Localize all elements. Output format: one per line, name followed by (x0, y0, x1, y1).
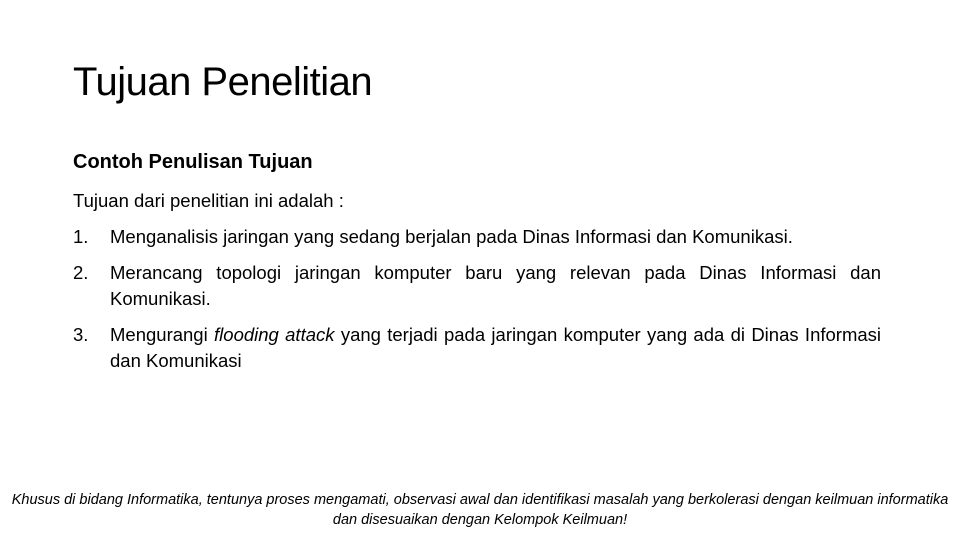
objectives-list (73, 224, 881, 384)
objective-item-1 (73, 224, 881, 250)
intro-text: Tujuan dari penelitian ini adalah : (73, 190, 344, 211)
objective-emphasis: flooding attack (214, 324, 335, 345)
objective-text-after: yang terjadi pada jaringan komputer yang ada di Dinas Informasi dan Komunikasi (110, 324, 882, 371)
objective-item-2 (73, 260, 881, 312)
objective-text: Mengurangi (110, 324, 215, 345)
objective-number: 2. (73, 262, 89, 283)
objective-text: Menganalisis jaringan yang sedang berjalan pada Dinas Informasi dan Komunikasi. (110, 226, 793, 247)
section-subtitle: Contoh Penulisan Tujuan (73, 151, 313, 173)
slide-title: Tujuan Penelitian (73, 60, 373, 104)
footnote: Khusus di bidang Informatika, tentunya proses mengamati, observasi awal dan identifikasi masalah yang berkolerasi dengan keilmuan informatika dan disesuaikan dengan Kelompok Keilmuan! (11, 492, 949, 528)
objective-number: 1. (73, 226, 89, 247)
objective-number: 3. (73, 324, 89, 345)
objective-item-3 (73, 322, 881, 374)
objective-text: Merancang topologi jaringan komputer baru yang relevan pada Dinas Informasi dan Komunikasi. (110, 262, 881, 309)
